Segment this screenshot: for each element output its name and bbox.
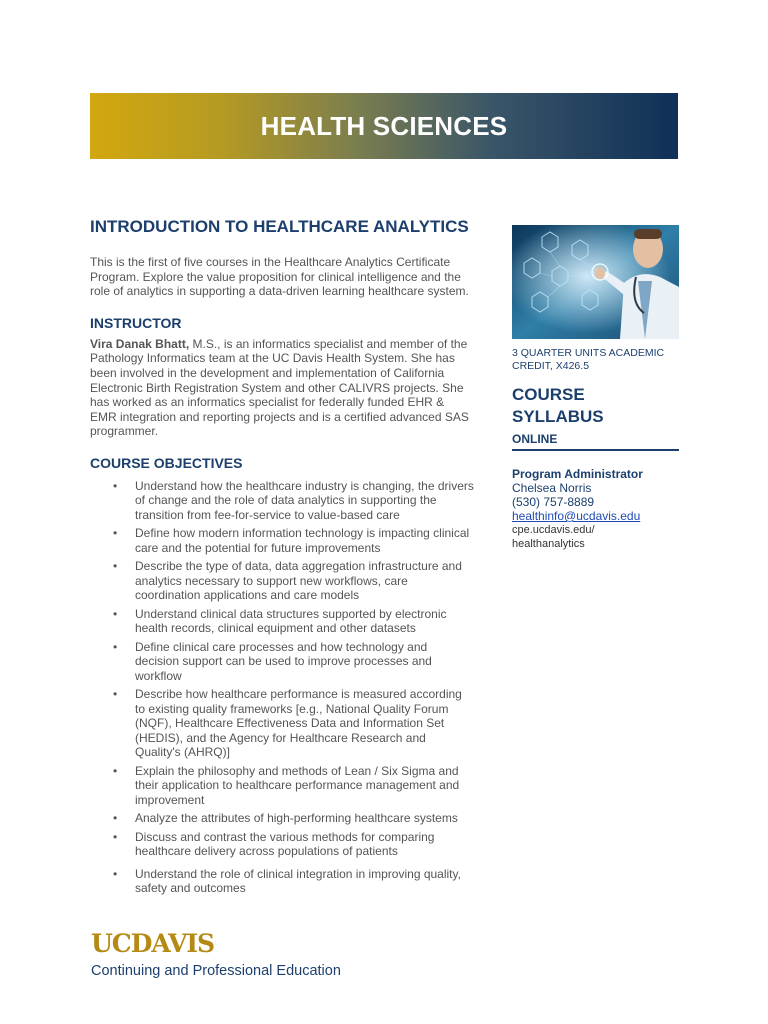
- list-item: [90, 867, 474, 896]
- logo-wordmark: UCDAVIS: [91, 929, 215, 958]
- banner-title: HEALTH SCIENCES: [260, 110, 508, 141]
- list-item: [90, 640, 474, 684]
- credit-units: 3 QUARTER UNITS ACADEMIC CREDIT, X426.5: [512, 347, 665, 372]
- syllabus-title: [512, 384, 679, 428]
- logo-tagline: Continuing and Professional Education: [91, 963, 341, 979]
- instructor-bio-text: M.S., is an informatics specialist and member of the Pathology Informatics team at the UC Davis Health System. She has been involved in the development and implementation of California Electronic Birth Registration System and other CALIVRS projects. She has worked as an informatics specialist for federally funded EHR & EMR integration and reporting projects and is a certified advanced SAS programmer.: [90, 336, 469, 439]
- objective-text: Define clinical care processes and how technology and decision support can be used to improve processes and workflow: [135, 639, 432, 683]
- ucdavis-logo: [91, 930, 381, 980]
- list-item: [90, 687, 474, 760]
- course-title: INTRODUCTION TO HEALTHCARE ANALYTICS: [90, 217, 469, 236]
- header-banner: [90, 93, 678, 159]
- instructor-bio: [90, 337, 474, 439]
- objective-text: Understand the role of clinical integration in improving quality, safety and outcomes: [135, 866, 461, 896]
- sidebar: [512, 347, 679, 551]
- bullet-icon: •: [113, 639, 118, 654]
- bullet-icon: •: [113, 526, 118, 541]
- admin-name: Chelsea Norris: [512, 481, 592, 495]
- list-item: [90, 526, 474, 555]
- objective-text: Understand how the healthcare industry is changing, the drivers of change and the role of data analytics in supporting the transition from fee-for-service to value-based care: [135, 478, 474, 522]
- website-url-line-1: cpe.ucdavis.edu/: [512, 524, 595, 536]
- objective-text: Discuss and contrast the various methods for comparing healthcare delivery across populations of patients: [135, 829, 435, 859]
- admin-heading: Program Administrator: [512, 467, 643, 481]
- list-item: [90, 559, 474, 603]
- website-url-line-2: healthanalytics: [512, 538, 585, 550]
- bullet-icon: •: [113, 606, 118, 621]
- objective-text: Define how modern information technology is impacting clinical care and the potential for future improvements: [135, 526, 470, 555]
- list-item: [90, 830, 474, 859]
- bullet-icon: •: [113, 811, 118, 826]
- objective-text: Describe how healthcare performance is measured according to existing quality frameworks [e.g., National Quality Forum (NQF), Healthcare Effectiveness Data and Information Set (HEDIS), and the Agency for Healthcare Research and Quality's (AHRQ)]: [135, 687, 462, 760]
- objective-text: Analyze the attributes of high-performing healthcare systems: [135, 811, 458, 826]
- objectives-list: [90, 479, 474, 896]
- doctor-hologram-illustration: [512, 225, 679, 339]
- bullet-icon: •: [113, 478, 118, 493]
- objective-text: Describe the type of data, data aggregation infrastructure and analytics necessary to support new workflows, care coordination applications and care models: [135, 559, 462, 603]
- admin-phone: (530) 757-8889: [512, 495, 595, 509]
- objective-text: Understand clinical data structures supported by electronic health records, clinical equipment and other datasets: [135, 606, 447, 636]
- syllabus-line-2: SYLLABUS: [512, 407, 604, 426]
- list-item: [90, 607, 474, 636]
- format-label: ONLINE: [512, 432, 679, 451]
- hero-image: [512, 225, 679, 339]
- list-item: [90, 479, 474, 523]
- bullet-icon: •: [113, 763, 118, 778]
- objectives-heading: COURSE OBJECTIVES: [90, 454, 243, 471]
- objective-text: Explain the philosophy and methods of Lean / Six Sigma and their application to healthcare performance management and improvement: [135, 763, 460, 807]
- list-item: [90, 764, 474, 808]
- course-intro: This is the first of five courses in the Healthcare Analytics Certificate Program. Explore the value proposition for clinical intelligence and the role of analytics in supporting a data-driven learning healthcare system.: [90, 255, 469, 299]
- main-column: [90, 216, 474, 900]
- admin-email-link[interactable]: healthinfo@ucdavis.edu: [512, 509, 641, 523]
- list-item: [90, 811, 474, 826]
- instructor-heading: INSTRUCTOR: [90, 314, 182, 331]
- bullet-icon: •: [113, 687, 118, 702]
- bullet-icon: •: [113, 559, 118, 574]
- bullet-icon: •: [113, 866, 118, 881]
- bullet-icon: •: [113, 829, 118, 844]
- instructor-name: Vira Danak Bhatt,: [90, 336, 190, 351]
- syllabus-line-1: COURSE: [512, 385, 585, 404]
